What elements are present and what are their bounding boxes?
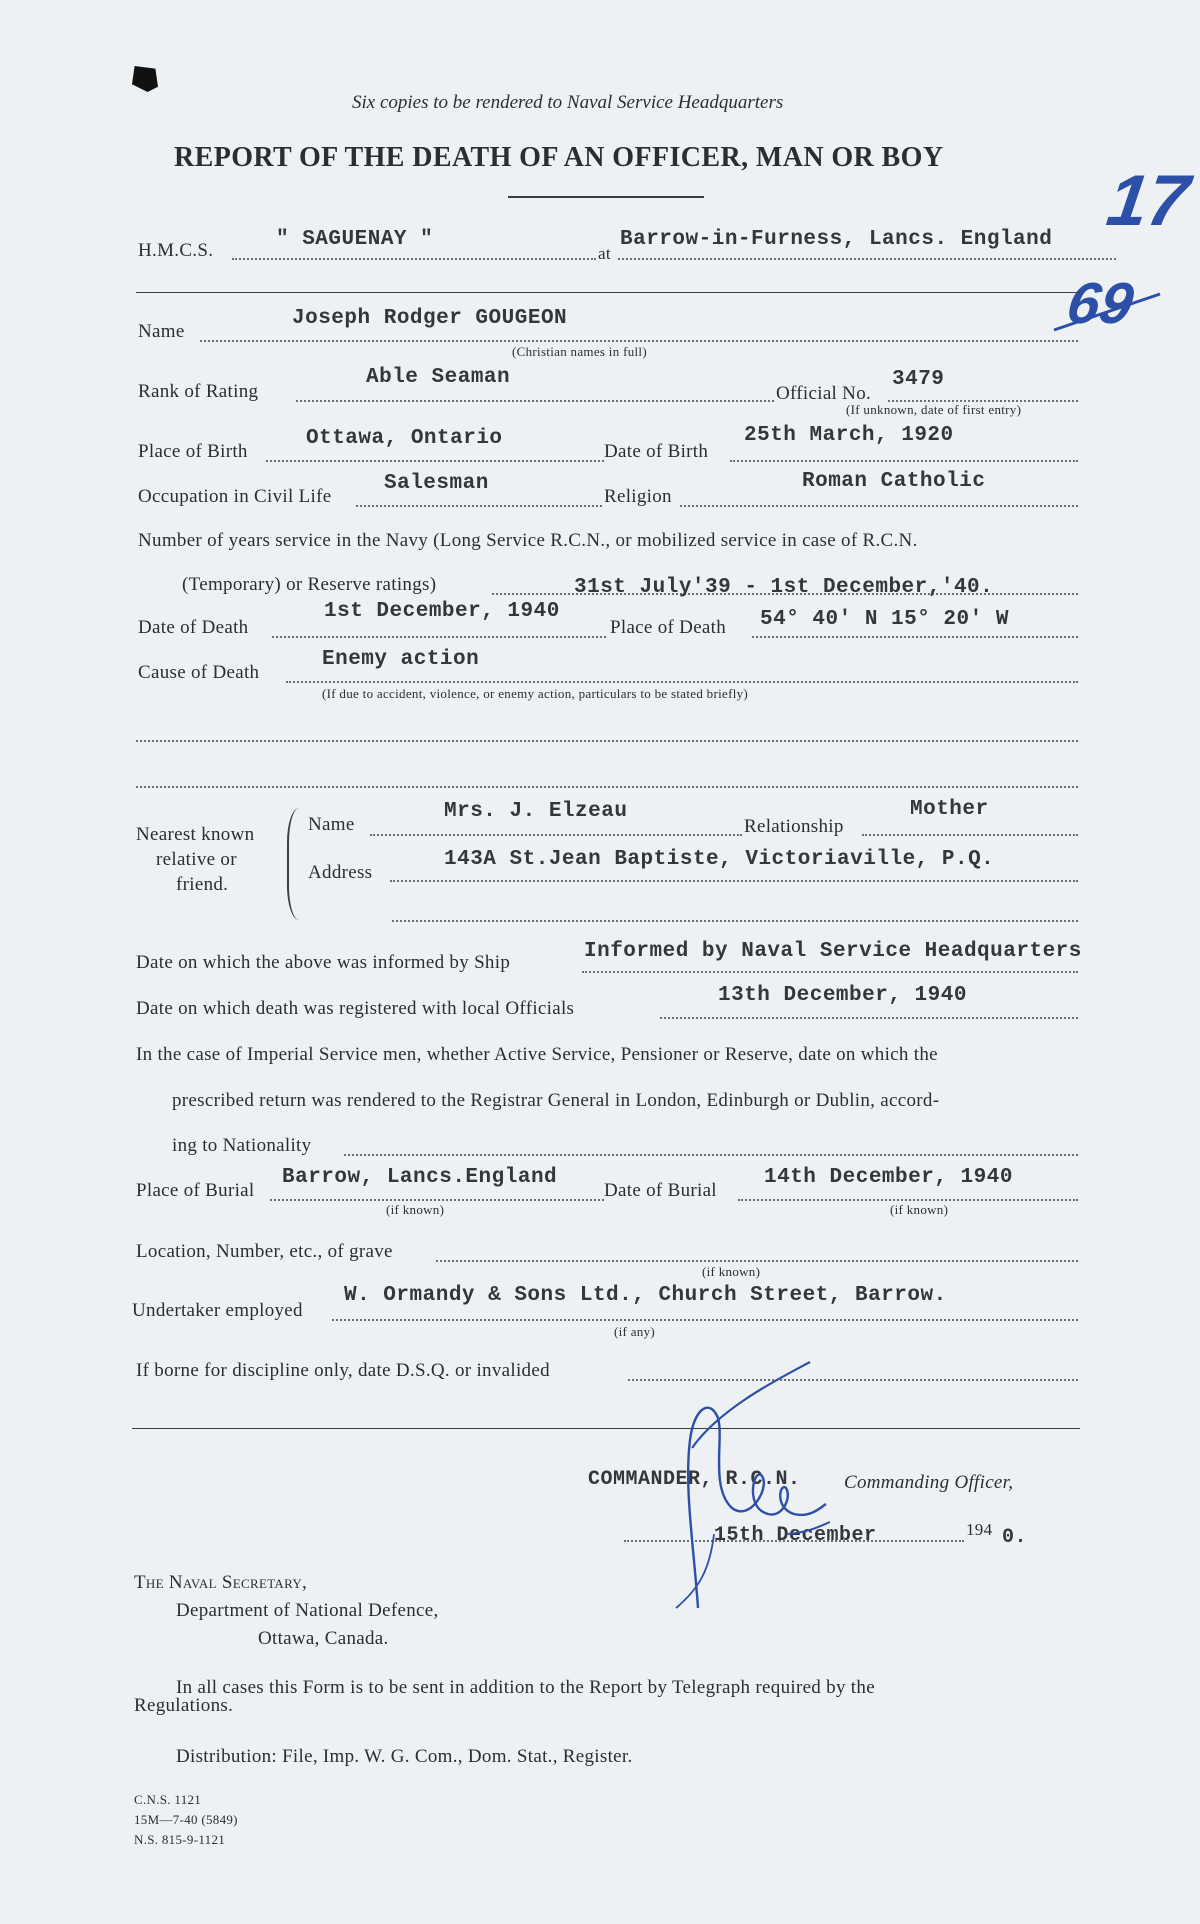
cause-line-3 bbox=[136, 786, 1078, 788]
burial-place-label: Place of Burial bbox=[136, 1180, 255, 1201]
death-date-label: Date of Death bbox=[138, 617, 249, 638]
form-title: REPORT OF THE DEATH OF AN OFFICER, MAN OR BOY bbox=[174, 142, 944, 173]
name-value: Joseph Rodger GOUGEON bbox=[292, 307, 568, 330]
relative-brace bbox=[287, 808, 299, 920]
relative-name-value: Mrs. J. Elzeau bbox=[444, 800, 628, 823]
hmcs-line bbox=[232, 258, 596, 260]
name-line bbox=[200, 340, 1078, 342]
registered-value: 13th December, 1940 bbox=[718, 984, 967, 1007]
undertaker-label: Undertaker employed bbox=[132, 1300, 303, 1321]
imperial-line1: In the case of Imperial Service men, whether Active Service, Pensioner or Reserve, date on which the bbox=[136, 1044, 938, 1065]
cause-line bbox=[286, 681, 1078, 683]
official-no-value: 3479 bbox=[892, 368, 945, 391]
distribution: Distribution: File, Imp. W. G. Com., Dom. Stat., Register. bbox=[176, 1746, 633, 1767]
relative-address-value: 143A St.Jean Baptiste, Victoriaville, P.Q. bbox=[444, 848, 995, 871]
official-no-label: Official No. bbox=[776, 383, 872, 404]
relative-side-label-2: relative or bbox=[156, 849, 237, 870]
service-label-line2: (Temporary) or Reserve ratings) bbox=[182, 574, 437, 595]
relationship-line bbox=[862, 834, 1078, 836]
instruction-line2: Regulations. bbox=[134, 1695, 234, 1716]
informed-label: Date on which the above was informed by Ship bbox=[136, 952, 511, 973]
undertaker-line bbox=[332, 1319, 1078, 1321]
divider-bottom bbox=[132, 1428, 1080, 1429]
divider-top bbox=[136, 292, 1080, 293]
at-line bbox=[618, 258, 1116, 260]
grave-note: (if known) bbox=[702, 1264, 761, 1279]
death-place-line bbox=[752, 636, 1078, 638]
form-code-2: 15M—7-40 (5849) bbox=[134, 1812, 238, 1827]
occupation-value: Salesman bbox=[384, 472, 489, 495]
handwritten-number: 17 bbox=[1102, 161, 1194, 241]
relative-name-line bbox=[370, 834, 742, 836]
city-line: Ottawa, Canada. bbox=[258, 1628, 389, 1649]
birth-place-value: Ottawa, Ontario bbox=[306, 427, 503, 450]
ship-location: Barrow-in-Furness, Lancs. England bbox=[620, 228, 1053, 251]
birth-date-label: Date of Birth bbox=[604, 441, 709, 462]
grave-line bbox=[436, 1260, 1078, 1262]
cause-note: (If due to accident, violence, or enemy action, particulars to be stated briefly) bbox=[322, 686, 749, 701]
burial-date-note: (if known) bbox=[890, 1202, 949, 1217]
registered-line bbox=[660, 1017, 1078, 1019]
form-code-1: C.N.S. 1121 bbox=[134, 1792, 202, 1807]
religion-line bbox=[680, 505, 1078, 507]
official-no-note: (If unknown, date of first entry) bbox=[846, 402, 1022, 417]
burial-date-value: 14th December, 1940 bbox=[764, 1166, 1013, 1189]
at-label: at bbox=[598, 244, 611, 263]
rank-line bbox=[296, 400, 774, 402]
cause-value: Enemy action bbox=[322, 648, 480, 671]
birth-date-value: 25th March, 1920 bbox=[744, 424, 954, 447]
death-place-label: Place of Death bbox=[610, 617, 727, 638]
grave-label: Location, Number, etc., of grave bbox=[136, 1241, 393, 1262]
informed-value: Informed by Naval Service Headquarters bbox=[584, 940, 1082, 963]
year-prefix: 194 bbox=[966, 1520, 993, 1539]
undertaker-note: (if any) bbox=[614, 1324, 656, 1339]
burial-date-line bbox=[738, 1199, 1078, 1201]
occupation-line bbox=[356, 505, 602, 507]
birth-place-line bbox=[266, 460, 604, 462]
hmcs-label: H.M.C.S. bbox=[138, 240, 214, 261]
naval-secretary: The Naval Secretary, bbox=[134, 1572, 308, 1593]
title-underline bbox=[508, 196, 704, 198]
discipline-label: If borne for discipline only, date D.S.Q. or invalided bbox=[136, 1360, 550, 1381]
burial-date-label: Date of Burial bbox=[604, 1180, 717, 1201]
relative-address-label: Address bbox=[308, 862, 373, 883]
copies-note: Six copies to be rendered to Naval Service Headquarters bbox=[352, 92, 784, 113]
signature-date: 15th December bbox=[714, 1524, 877, 1547]
service-value: 31st July'39 - 1st December,'40. bbox=[574, 576, 994, 599]
occupation-label: Occupation in Civil Life bbox=[138, 486, 332, 507]
handwritten-struck-number: 69 bbox=[1062, 271, 1139, 336]
relationship-value: Mother bbox=[910, 798, 989, 821]
handwritten-signature bbox=[670, 1358, 830, 1618]
religion-value: Roman Catholic bbox=[802, 470, 986, 493]
imperial-line2: prescribed return was rendered to the Registrar General in London, Edinburgh or Dublin, accord- bbox=[172, 1090, 940, 1111]
relative-address-line-2 bbox=[392, 920, 1078, 922]
relationship-label: Relationship bbox=[744, 816, 844, 837]
informed-line bbox=[582, 971, 1078, 973]
ship-name: " SAGUENAY " bbox=[276, 228, 434, 251]
instruction-line1: In all cases this Form is to be sent in addition to the Report by Telegraph required by the bbox=[176, 1677, 875, 1698]
commanding-officer-label: Commanding Officer, bbox=[844, 1472, 1014, 1493]
department-line: Department of National Defence, bbox=[176, 1600, 439, 1621]
imperial-line3: ing to Nationality bbox=[172, 1135, 312, 1156]
death-date-line bbox=[272, 636, 606, 638]
undertaker-value: W. Ormandy & Sons Ltd., Church Street, Barrow. bbox=[344, 1284, 947, 1307]
relative-side-label-3: friend. bbox=[176, 874, 229, 895]
form-code-3: N.S. 815-9-1121 bbox=[134, 1832, 226, 1847]
relative-side-label-1: Nearest known bbox=[136, 824, 255, 845]
cause-label: Cause of Death bbox=[138, 662, 260, 683]
burial-place-value: Barrow, Lancs.England bbox=[282, 1166, 558, 1189]
year-suffix: 0. bbox=[1002, 1526, 1028, 1549]
strike-mark bbox=[1050, 280, 1170, 340]
punch-hole bbox=[132, 66, 158, 92]
death-date-value: 1st December, 1940 bbox=[324, 600, 560, 623]
name-note: (Christian names in full) bbox=[512, 344, 647, 359]
religion-label: Religion bbox=[604, 486, 672, 507]
relative-address-line bbox=[390, 880, 1078, 882]
imperial-line bbox=[344, 1154, 1078, 1156]
burial-place-note: (if known) bbox=[386, 1202, 445, 1217]
birth-date-line bbox=[730, 460, 1078, 462]
birth-place-label: Place of Birth bbox=[138, 441, 248, 462]
death-place-value: 54° 40' N 15° 20' W bbox=[760, 608, 1009, 631]
relative-name-label: Name bbox=[308, 814, 355, 835]
cause-line-2 bbox=[136, 740, 1078, 742]
rank-value: Able Seaman bbox=[366, 366, 511, 389]
name-label: Name bbox=[138, 321, 185, 342]
commander-rank: COMMANDER, R.C.N. bbox=[588, 1468, 801, 1491]
burial-place-line bbox=[270, 1199, 604, 1201]
rank-label: Rank of Rating bbox=[138, 381, 259, 402]
registered-label: Date on which death was registered with local Officials bbox=[136, 998, 575, 1019]
service-label-line1: Number of years service in the Navy (Long Service R.C.N., or mobilized service in case of R.C.N. bbox=[138, 530, 918, 551]
